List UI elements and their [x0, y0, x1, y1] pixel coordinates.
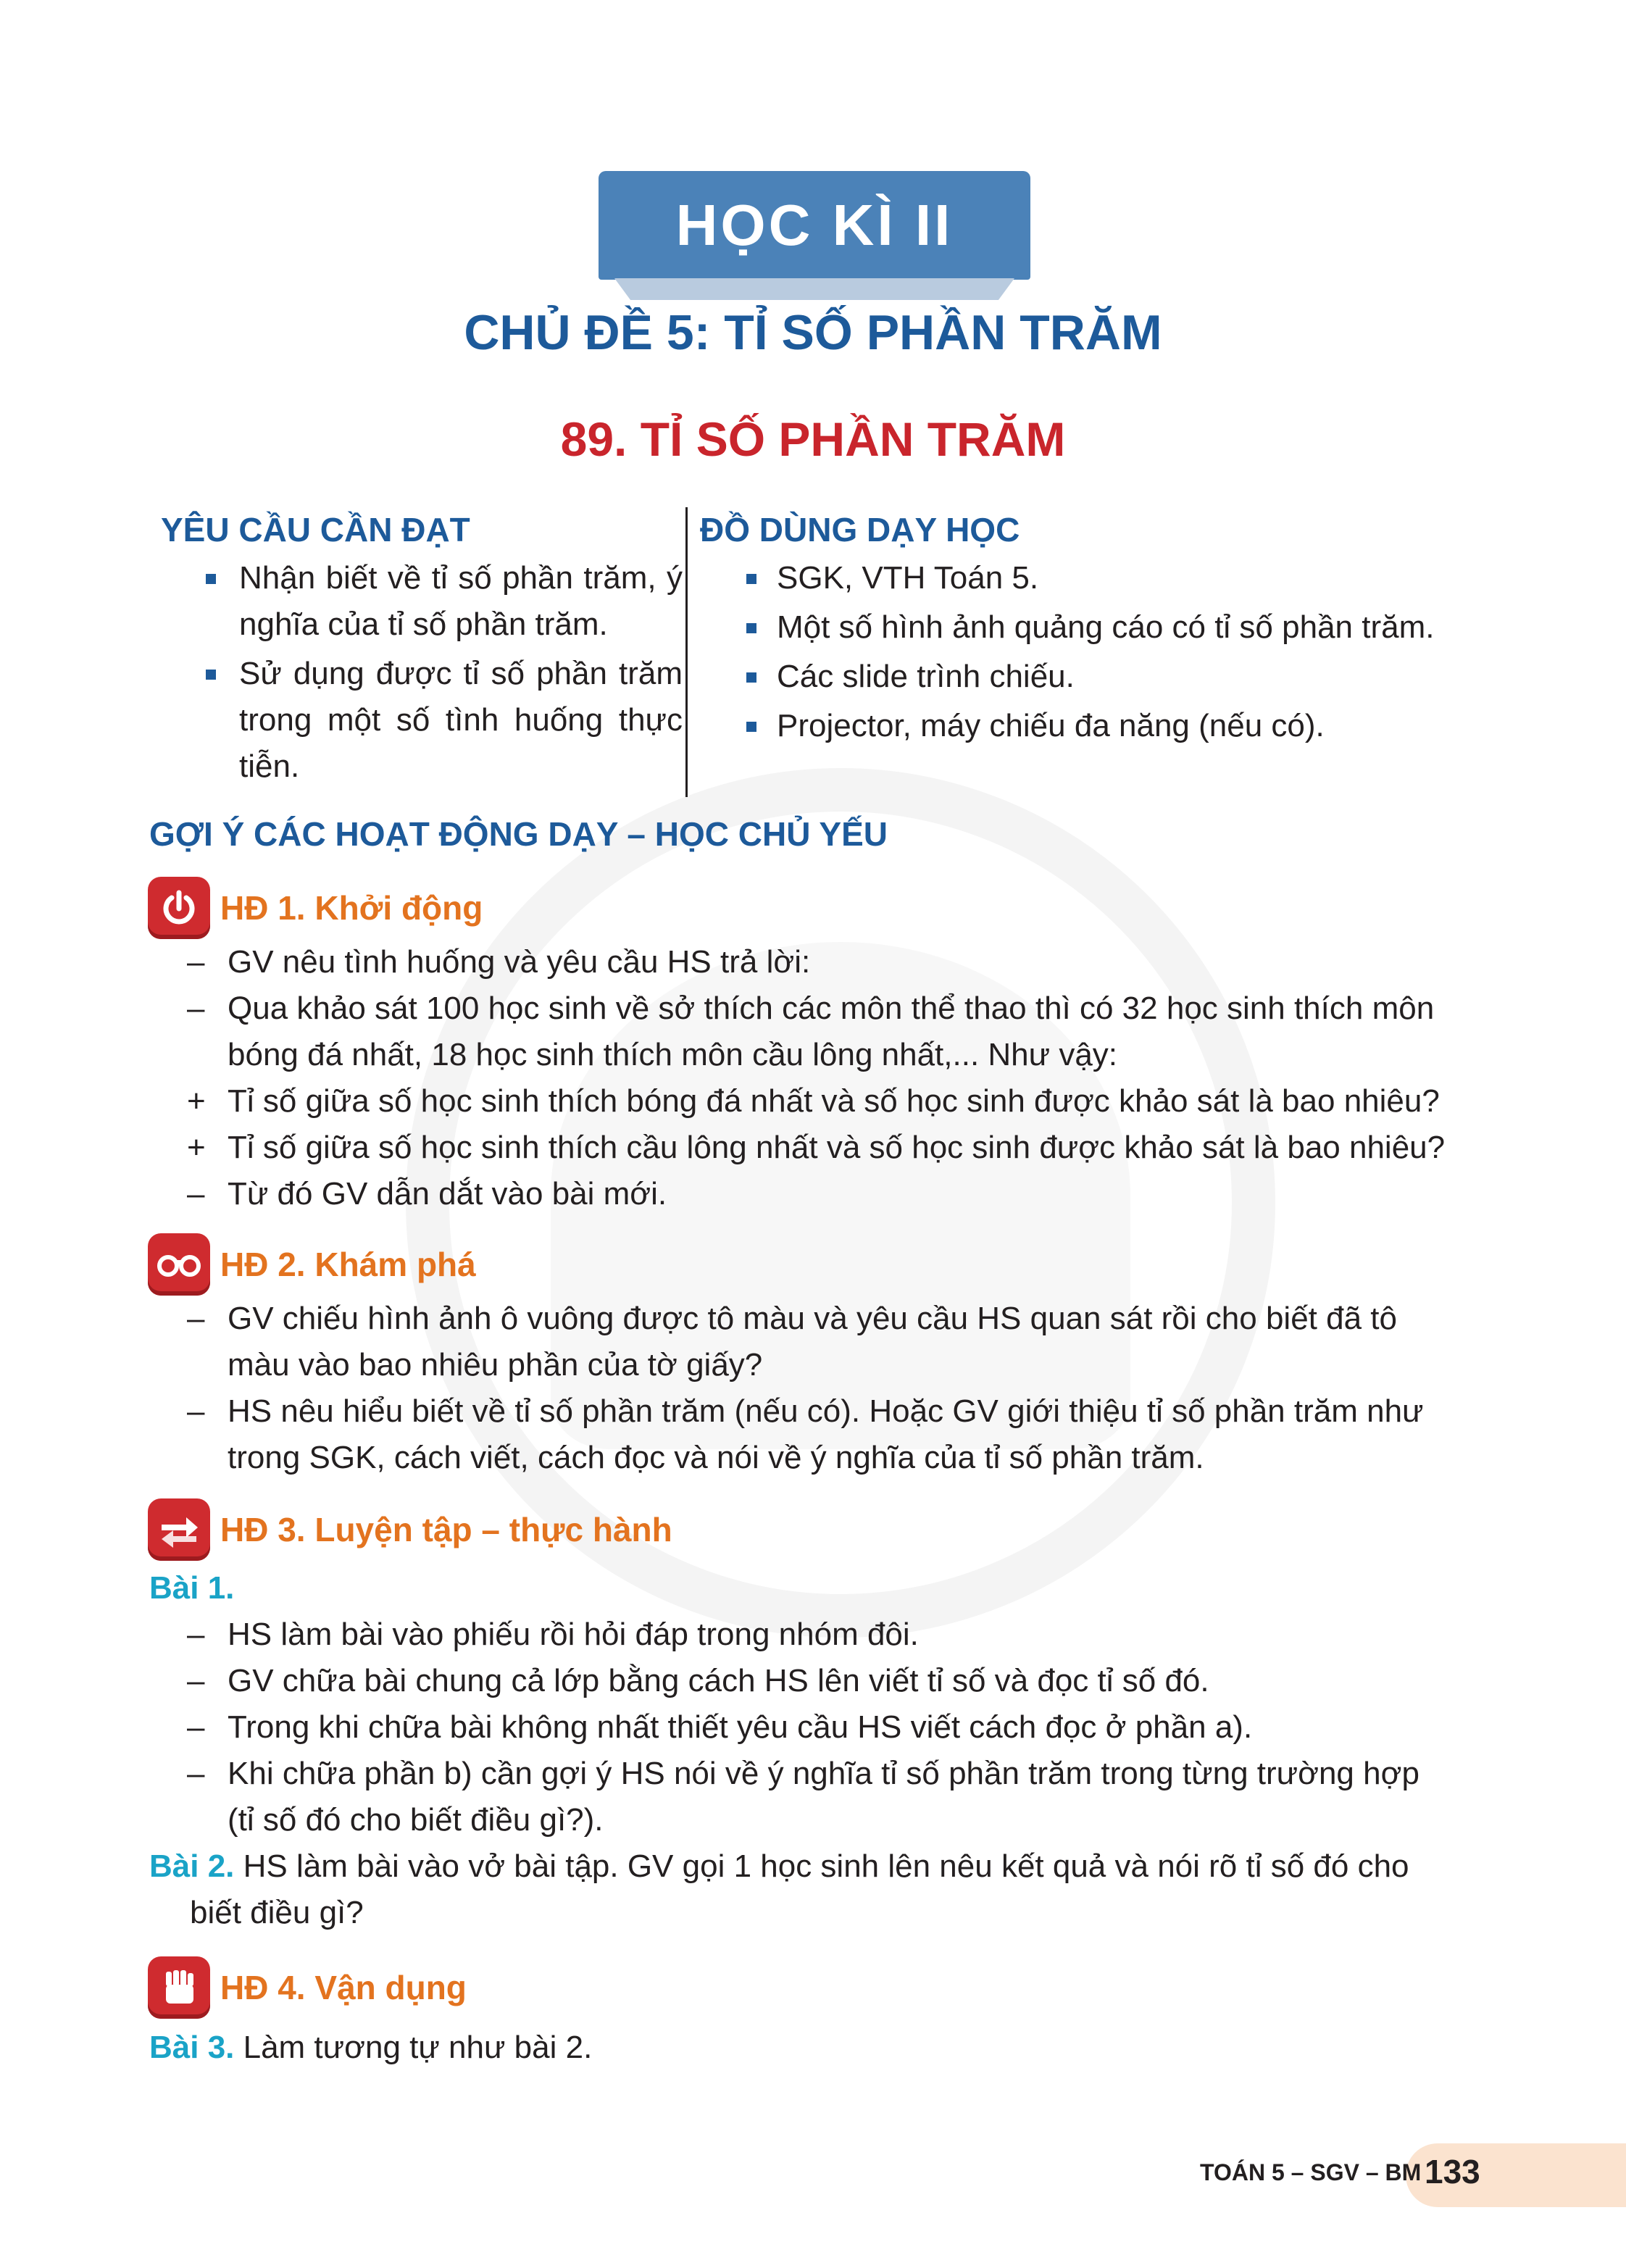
list-item: – Qua khảo sát 100 học sinh về sở thích các môn thể thao thì có 32 học sinh thích môn — [187, 991, 1435, 1026]
list-item: SGK, VTH Toán 5. — [700, 555, 1526, 601]
materials-column — [700, 510, 1526, 752]
page-number: 133 — [1425, 2153, 1480, 2190]
materials-heading: ĐỒ DÙNG DẠY HỌC — [700, 511, 1020, 549]
list-item: + Tỉ số giữa số học sinh thích bóng đá nhất và số học sinh được khảo sát là bao nhiêu? — [187, 1083, 1440, 1119]
list-item: – GV chiếu hình ảnh ô vuông được tô màu và yêu cầu HS quan sát rồi cho biết đã tô — [187, 1301, 1397, 1336]
bai1-content — [187, 1612, 1491, 1843]
hd4-header — [148, 1956, 467, 2019]
lesson-title: 89. TỈ SỐ PHẦN TRĂM — [560, 412, 1066, 466]
semester-banner — [599, 171, 1030, 280]
list-item: – Khi chữa phần b) cần gợi ý HS nói về ý nghĩa tỉ số phần trăm trong từng trường hợp — [187, 1756, 1419, 1791]
list-item: – HS nêu hiểu biết về tỉ số phần trăm (nếu có). Hoặc GV giới thiệu tỉ số phần trăm như — [187, 1393, 1424, 1429]
list-item: màu vào bao nhiêu phần của tờ giấy? — [228, 1347, 763, 1383]
list-item: + Tỉ số giữa số học sinh thích cầu lông nhất và số học sinh được khảo sát là bao nhiêu? — [187, 1130, 1446, 1165]
list-item: – GV nêu tình huống và yêu cầu HS trả lời: — [187, 944, 811, 980]
list-item: Một số hình ảnh quảng cáo có tỉ số phần trăm. — [700, 604, 1526, 651]
hd3-header — [148, 1498, 672, 1561]
list-item: bóng đá nhất, 18 học sinh thích môn cầu lông nhất,... Như vậy: — [228, 1037, 1118, 1072]
hd1-title: HĐ 1. Khởi động — [220, 889, 483, 927]
list-item: (tỉ số đó cho biết điều gì?). — [228, 1802, 604, 1838]
list-item: Các slide trình chiếu. — [700, 654, 1526, 700]
bai3-label: Bài 3. — [149, 2030, 235, 2065]
hd2-title: HĐ 2. Khám phá — [220, 1246, 476, 1283]
list-item: – HS làm bài vào phiếu rồi hỏi đáp trong nhóm đôi. — [187, 1617, 919, 1652]
bai2-label: Bài 2. — [149, 1848, 235, 1884]
hd2-header — [148, 1233, 476, 1296]
hd4-title: HĐ 4. Vận dụng — [220, 1969, 467, 2006]
binoculars-icon — [148, 1233, 210, 1296]
list-item: Nhận biết về tỉ số phần trăm, ý nghĩa của tỉ số phần trăm. — [161, 555, 683, 648]
footer-book-title: TOÁN 5 – SGV – BM — [1200, 2159, 1422, 2185]
list-item: – GV chữa bài chung cả lớp bằng cách HS lên viết tỉ số và đọc tỉ số đó. — [187, 1663, 1209, 1698]
activities-heading: GỢI Ý CÁC HOẠT ĐỘNG DẠY – HỌC CHỦ YẾU — [149, 815, 888, 853]
hd3-title: HĐ 3. Luyện tập – thực hành — [220, 1511, 672, 1548]
list-item: – Từ đó GV dẫn dắt vào bài mới. — [187, 1176, 667, 1212]
semester-title: HỌC KÌ II — [675, 193, 954, 257]
arrows-icon — [148, 1498, 210, 1561]
bai1-label: Bài 1. — [149, 1570, 235, 1606]
list-item: trong SGK, cách viết, cách đọc và nói về ý nghĩa của tỉ số phần trăm. — [228, 1440, 1204, 1475]
list-item: Projector, máy chiếu đa năng (nếu có). — [700, 703, 1526, 749]
bai2-paragraph: Bài 2. HS làm bài vào vở bài tập. GV gọi 1 học sinh lên nêu kết quả và nói rõ tỉ số đó cho biết điều gì? — [149, 1848, 1409, 1930]
requirements-heading: YÊU CẦU CẦN ĐẠT — [161, 511, 470, 549]
topic-title: CHỦ ĐỀ 5: TỈ SỐ PHẦN TRĂM — [464, 305, 1162, 360]
fist-icon — [148, 1956, 210, 2019]
requirements-column — [161, 510, 683, 793]
hd2-content — [187, 1296, 1491, 1481]
bai3-paragraph: Bài 3. Làm tương tự như bài 2. — [149, 2030, 593, 2065]
list-item: Sử dụng được tỉ số phần trăm trong một số tình huống thực tiễn. — [161, 651, 683, 790]
hd1-content — [187, 939, 1491, 1217]
hd1-header — [148, 877, 483, 939]
column-divider — [685, 507, 688, 797]
power-icon — [148, 877, 210, 939]
list-item: – Trong khi chữa bài không nhất thiết yêu cầu HS viết cách đọc ở phần a). — [187, 1709, 1253, 1745]
